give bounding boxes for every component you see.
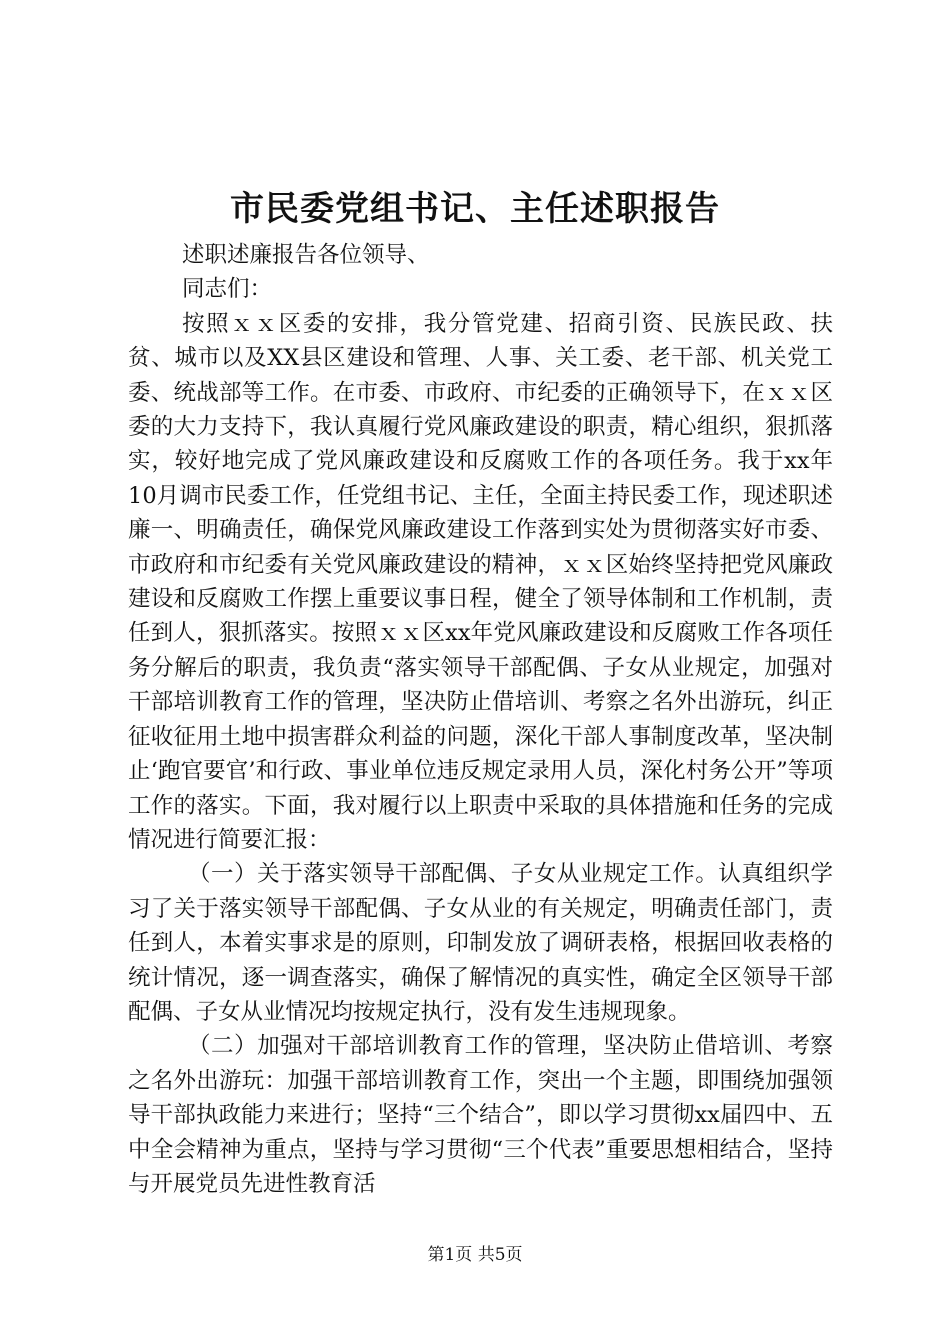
paragraph-3: （二）加强对干部培训教育工作的管理，坚决防止借培训、考察之名外出游玩：加强干部培训教育工作，突出一个主题，即围绕加强领导干部执政能力来进行；坚持“三个结合”，即以学习贯彻xx届四中、五中全会精神为重点，坚持与学习贯彻“三个代表”重要思想相结合，坚持与开展党员先进性教育活 (128, 1033, 833, 1197)
salutation-line-2: 同志们： (182, 276, 273, 303)
page-indicator: 第1页 共5页 (427, 1245, 523, 1265)
document-title: 市民委党组书记、主任述职报告 (230, 189, 720, 229)
salutation-line-1: 述职述廉报告各位领导、 (182, 242, 430, 268)
document-body (128, 238, 833, 1201)
page-footer (0, 1243, 950, 1267)
paragraph-2: （一）关于落实领导干部配偶、子女从业规定工作。认真组织学习了关于落实领导干部配偶、子女从业的有关规定，明确责任部门，责任到人，本着实事求是的原则，印制发放了调研表格，根据回收表格的统计情况，逐一调查落实，确保了解情况的真实性，确定全区领导干部配偶、子女从业情况均按规定执行，没有发生违规现象。 (128, 861, 833, 1025)
paragraph-1: 按照ｘｘ区委的安排，我分管党建、招商引资、民族民政、扶贫、城市以及XX县区建设和管理、人事、关工委、老干部、机关党工委、统战部等工作。在市委、市政府、市纪委的正确领导下，在ｘｘ区委的大力支持下，我认真履行党风廉政建设的职责，精心组织，狠抓落实，较好地完成了党风廉政建设和反腐败工作的各项任务。我于xx年10月调市民委工作，任党组书记、主任，全面主持民委工作，现述职述廉一、明确责任，确保党风廉政建设工作落到实处为贯彻落实好市委、市政府和市纪委有关党风廉政建设的精神，ｘｘ区始终坚持把党风廉政建设和反腐败工作摆上重要议事日程，健全了领导体制和工作机制，责任到人，狠抓落实。按照ｘｘ区xx年党风廉政建设和反腐败工作各项任务分解后的职责，我负责“落实领导干部配偶、子女从业规定，加强对干部培训教育工作的管理，坚决防止借培训、考察之名外出游玩，纠正征收征用土地中损害群众利益的问题，深化干部人事制度改革，坚决制止‘跑官要官’和行政、事业单位违反规定录用人员，深化村务公开”等项工作的落实。下面，我对履行以上职责中采取的具体措施和任务的完成情况进行简要汇报： (128, 310, 833, 853)
